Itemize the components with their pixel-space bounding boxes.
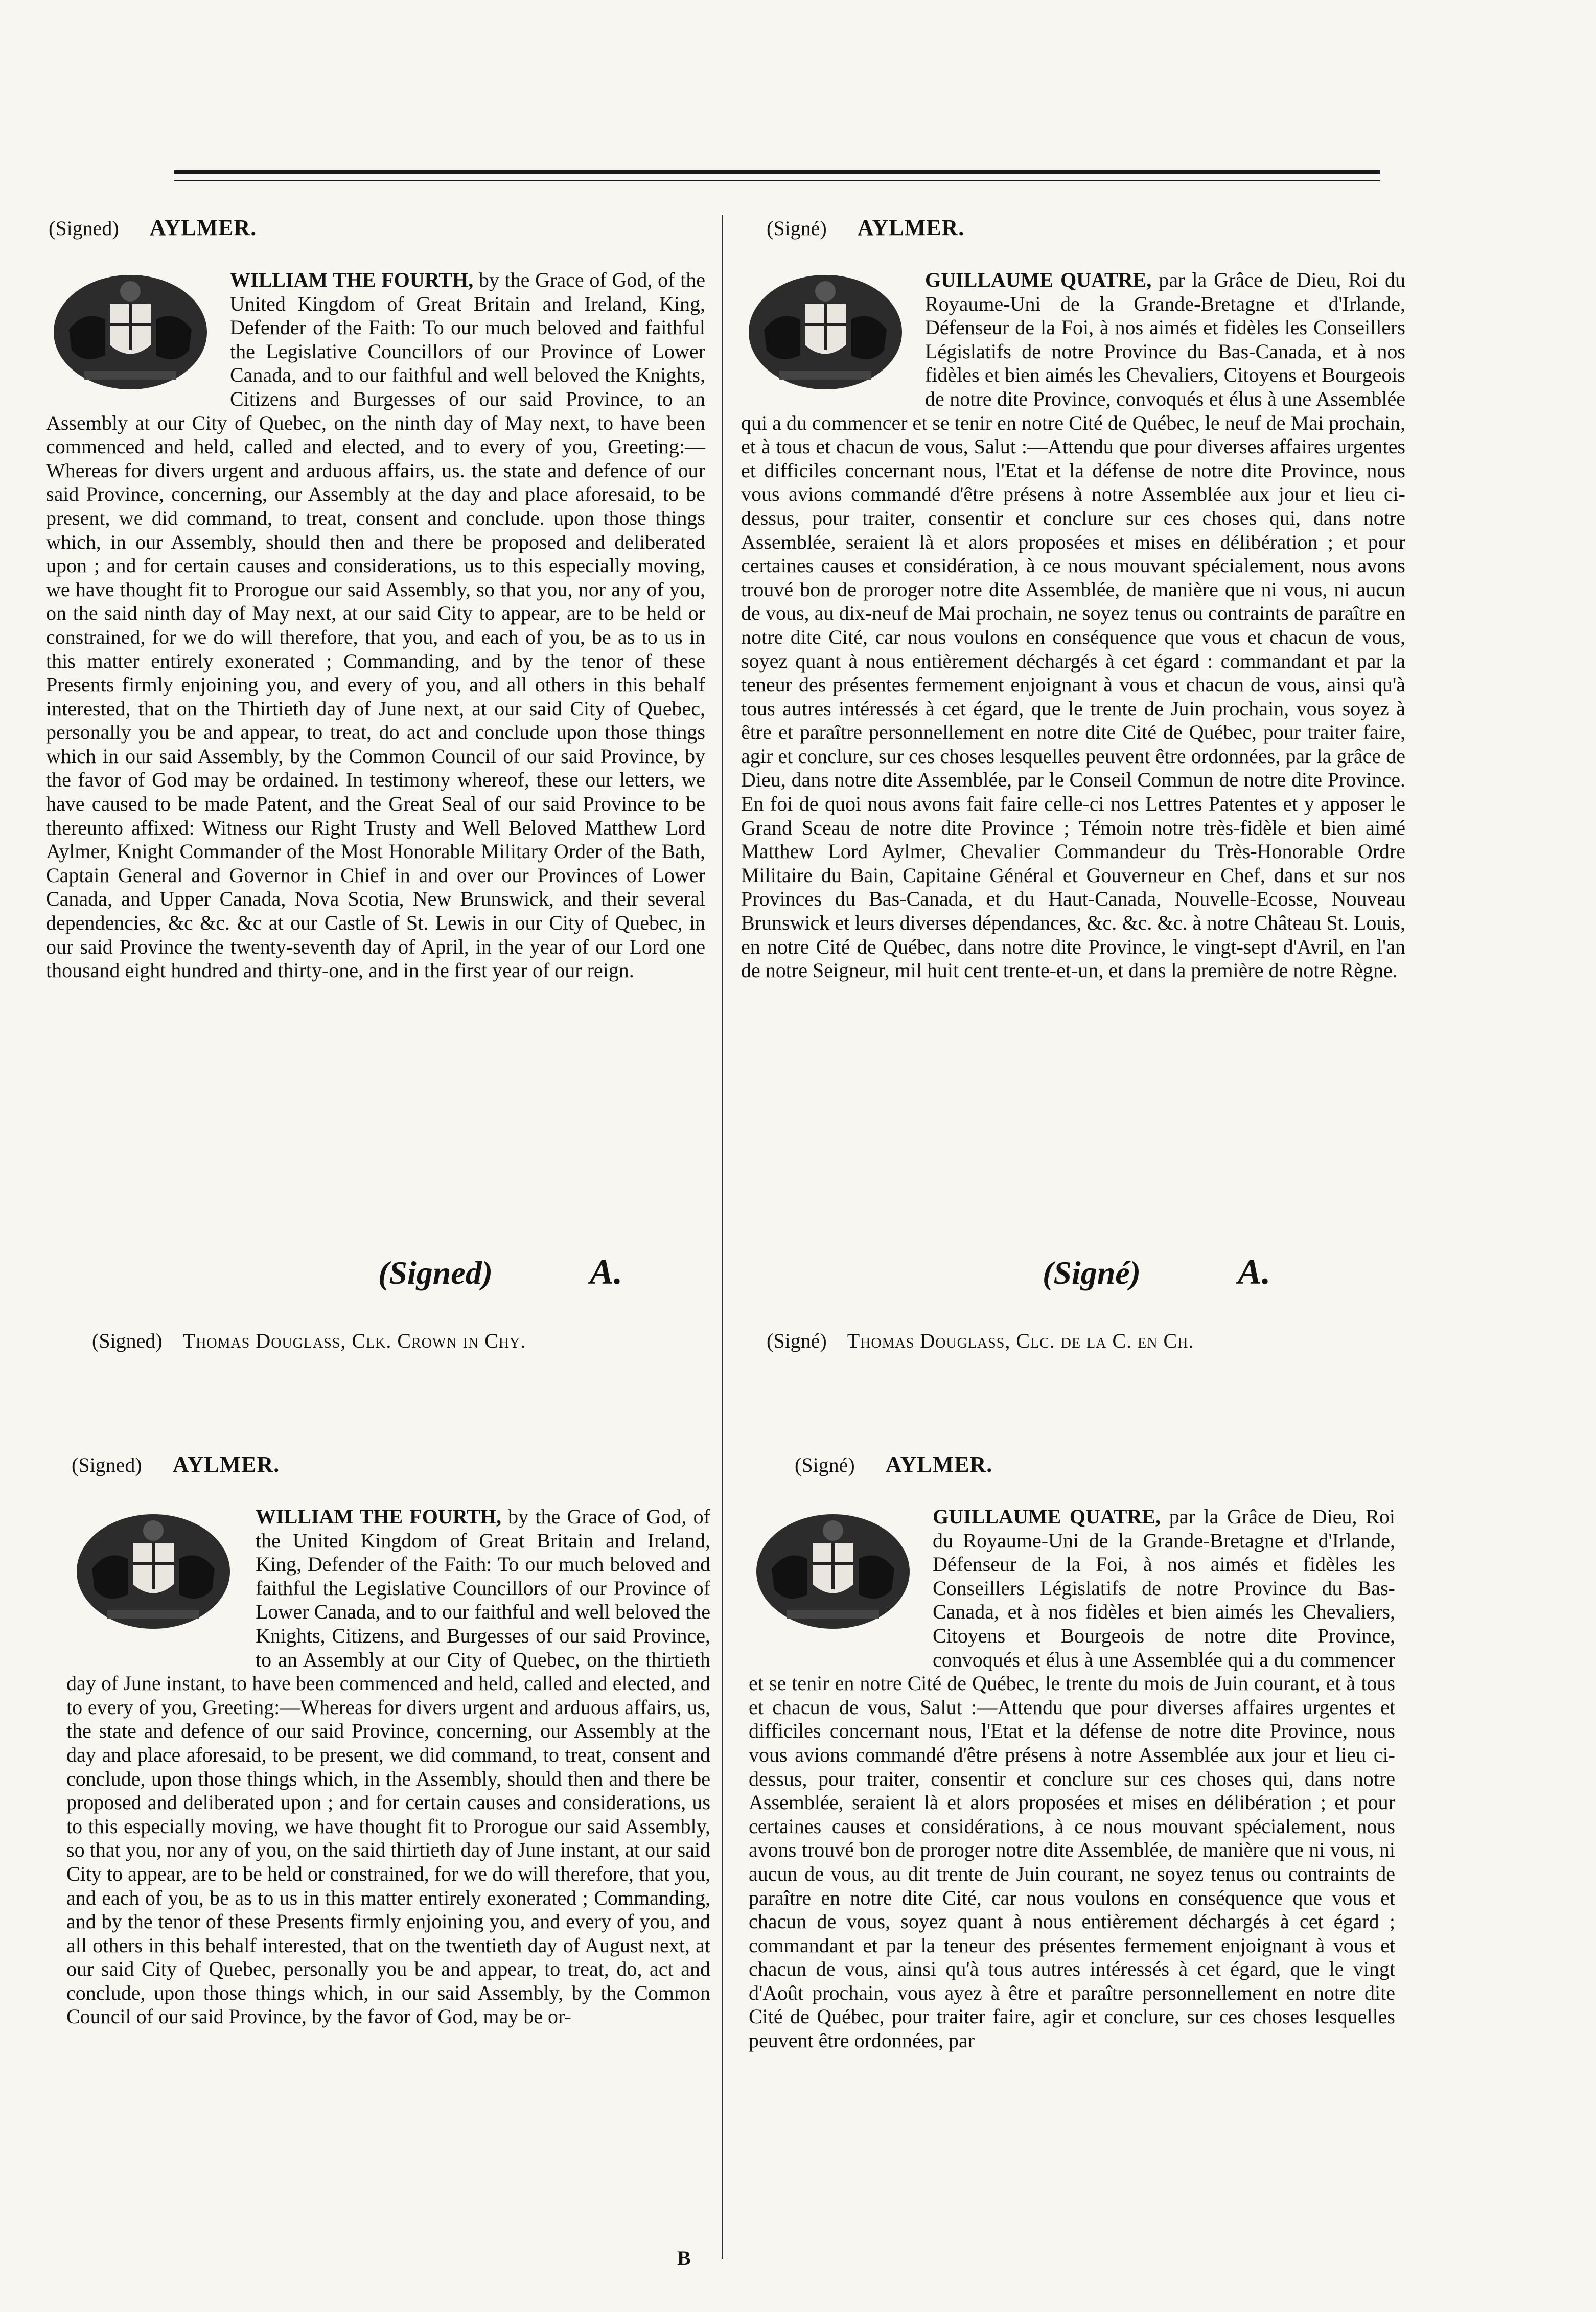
seal-signature xyxy=(378,1252,622,1293)
seal-signed-label: (Signé) xyxy=(1043,1255,1141,1291)
proclamation-text: par la Grâce de Dieu, Roi du Royaume-Uni de la Grande-Bretagne et d'Irlande, Défenseur de la Foi, à nos aimés et fidèles les Conseillers Législatifs de notre Province du Bas-Canada, et à nos fidèles et bien aimés les Chevaliers, Citoyens et Bourgeois de notre dite Province, convoqués et élus à une Assemblée qui a du commencer et se tenir en notre Cité de Québec, le neuf de Mai prochain, et à tous et chacun de vous, Salut :—Attendu que pour diverses affaires urgentes et difficiles concernant nous, l'Etat et la défense de notre dite Province, nous vous avions commandé d'être présens à notre Assemblée aux jour et lieu ci-dessus, pour traiter, consentir et conclure sur ces choses qui, dans notre Assemblée, seraient là et alors proposées et mises en délibération ; et pour certaines causes et considération, à ce nous mouvant spécialement, nous avons trouvé bon de proroger notre dite Assemblée, de manière que ni vous, ni aucun de vous, au dix-neuf de Mai prochain, ne soyez tenus ou contraints de paraître en notre dite Cité, car nous voulons en conséquence que vous et chacun de vous, soyez quant à nous entièrement déchargés à cet égard : commandant et par la teneur des présentes fermement enjoignant à vous et chacun de vous, ainsi qu'à tous autres intéressés à cet égard, que le trente de Juin prochain, vous soyez à être et paraître personnellement en notre dite Cité de Québec, pour traiter faire, agir et conclure, sur ces choses lesquelles peuvent être ordonnées, par la grâce de Dieu, dans notre dite Assemblée, par le Conseil Commun de notre dite Province. En foi de quoi nous avons fait faire celle-ci nos Lettres Patentes et y apposer le Grand Sceau de notre dite Province ; Témoin notre très-fidèle et bien aimé Matthew Lord Aylmer, Chevalier Commandeur du Très-Honorable Ordre Militaire du Bain, Capitaine Général et Gouverneur en Chef, dans et sur nos Provinces du Bas-Canada, et du Haut-Canada, Nouvelle-Ecosse, Nouveau Brunswick et leurs diverses dépendances, &c. &c. &c. à notre Château St. Louis, en notre Cité de Québec, dans notre dite Province, le vingt-sept d'Avril, en l'an de notre Seigneur, mil huit cent trente-et-un, et dans la première de notre Règne. xyxy=(741,268,1405,982)
signed-line xyxy=(767,215,964,241)
signed-label: (Signed) xyxy=(72,1453,142,1476)
clerk-signed-label: (Signed) xyxy=(92,1329,163,1352)
proclamation-text: by the Grace of God, of the United Kingdom of Great Britain and Ireland, King, Defender of the Faith: To our much beloved and faithful the Legislative Councillors of our Province of Lower Canada, and to our faithful and well beloved the Knights, Citizens, and Burgesses of our said Province, to an Assembly at our City of Quebec, on the thirtieth day of June instant, to have been commenced and held, called and elected, and to every of you, Greeting:—Whereas for divers urgent and arduous affairs, us, the state and defence of our said Province, concerning, our Assembly at the day and place aforesaid, to be present, we did command, to treat, consent and conclude, upon those things which, in the Assembly, should then and there be proposed and deliberated upon ; and for certain causes and considerations, us to this especially moving, we have thought fit to Prorogue our said Assembly, so that you, nor any of you, on the said thirtieth day of June instant, at our said City to appear, are to be held or constrained, for we do will therefore, that you, and each of you, be as to us in this matter entirely exonerated ; Commanding, and by the tenor of these Presents firmly enjoining you, and every of you, and all others in this behalf interested, that on the twentieth day of August next, at our said City of Quebec, personally you be and appear, to treat, do, act and conclude, upon those things which, in our said Assembly, by the Common Council of our said Province, by the favor of God, may be or- xyxy=(66,1505,710,2028)
top-rule-thin xyxy=(174,180,1380,181)
seal-signature xyxy=(1043,1252,1270,1293)
signed-line xyxy=(795,1451,992,1477)
proclamation-text: by the Grace of God, of the United Kingdom of Great Britain and Ireland, King, Defender of the Faith: To our much beloved and faithful the Legislative Councillors of our Province of Lower Canada, and to our faithful and well beloved the Knights, Citizens and Burgesses of our said Province, to an Assembly at our City of Quebec, on the ninth day of May next, to have been commenced and held, called and elected, and to every of you, Greeting:—Whereas for divers urgent and arduous affairs, us. the state and defence of our said Province, concerning, our Assembly at the day and place aforesaid, to be present, we did command, to treat, consent and conclude. upon those things which, in our Assembly, should then and there be proposed and deliberated upon ; and for certain causes and considerations, us to this especially moving, we have thought fit to Prorogue our said Assembly, so that you, nor any of you, on the said ninth day of May next, at our said City to appear, are to be held or constrained, for we do will therefore, that you, and each of you, be as to us in this matter entirely exonerated ; Commanding, and by the tenor of these Presents firmly enjoining you, and every of you, and all others in this behalf interested, that on the Thirtieth day of June next, at our said City of Quebec, personally you be and appear, to treat, do act and conclude upon those things which in our said Assembly, by the Common Council of our said Province, by the favor of God may be ordained. In testimony whereof, these our letters, we have caused to be made Patent, and the Great Seal of our said Province to be thereunto affixed: Witness our Right Trusty and Well Beloved Matthew Lord Aylmer, Knight Commander of the Most Honorable Military Order of the Bath, Captain General and Governor in Chief in and over our Provinces of Lower Canada, and Upper Canada, Nova Scotia, New Brunswick, and their several dependencies, &c &c. &c at our Castle of St. Lewis in our City of Quebec, in our said Province the twenty-seventh day of April, in the year of our Lord one thousand eight hundred and thirty-one, and in the first year of our reign. xyxy=(46,268,705,982)
proclamation-lead: GUILLAUME QUATRE, xyxy=(925,268,1152,291)
signer-name: AYLMER. xyxy=(172,1452,280,1477)
signed-label: (Signé) xyxy=(767,217,827,240)
signer-name: AYLMER. xyxy=(885,1452,993,1477)
page-signature-mark: B xyxy=(677,2247,691,2270)
seal-monogram: A. xyxy=(1238,1253,1271,1292)
top-rule-thick xyxy=(174,170,1380,174)
signed-line xyxy=(49,215,257,241)
proclamation-text: par la Grâce de Dieu, Roi du Royaume-Uni de la Grande-Bretagne et d'Irlande, Défenseur de la Foi, à nos aimés et fidèles les Conseillers Législatifs de notre Province du Bas-Canada, et à nos fidèles et bien aimés les Chevaliers, Citoyens et Bourgeois de notre dite Province, convoqués et élus à une Assemblée qui a du commencer et se tenir en notre Cité de Québec, le trente du mois de Juin courant, et à tous et chacun de vous, Salut :—Attendu que pour diverses affaires urgentes et difficiles concernant nous, l'Etat et la défense de notre dite Province, nous vous avions commandé d'être présens à notre Assemblée aux jour et lieu ci-dessus, pour traiter, consentir et conclure sur ces choses qui, dans notre Assemblée, seraient là et alors proposées et mises en délibération ; et pour certaines causes et considérations, à ce nous mouvant spécialement, nous avons trouvé bon de proroger notre dite Assemblée, de manière que ni vous, ni aucun de vous, au dit trente de Juin courant, ne soyez tenus ou contraints de paraître en notre dite Cité, car nous voulons en conséquence que vous et chacun de vous, soyez quant à nous entièrement déchargés à cet égard ; commandant et par la teneur des présentes fermement enjoignant à vous et chacun de vous, ainsi qu'à tous autres intéressés à cet égard, que le vingt d'Août prochain, vous ayez à être et paraître personnellement en notre dite Cité de Québec, pour traiter faire, agir et conclure, sur ces choses lesquelles peuvent être ordonnées, par xyxy=(749,1505,1395,2052)
royal-arms-icon xyxy=(49,268,212,396)
signer-name: AYLMER. xyxy=(149,215,257,240)
seal-signed-label: (Signed) xyxy=(378,1255,493,1291)
proclamation-lead: GUILLAUME QUATRE, xyxy=(933,1505,1161,1528)
clerk-name: Thomas Douglass, Clc. de la C. en Ch. xyxy=(847,1329,1194,1352)
royal-arms-icon xyxy=(744,268,907,396)
signer-name: AYLMER. xyxy=(857,215,965,240)
signed-line xyxy=(72,1451,280,1477)
signed-label: (Signé) xyxy=(795,1453,855,1476)
proclamation-lead: WILLIAM THE FOURTH, xyxy=(256,1505,501,1528)
clerk-line xyxy=(92,1329,526,1353)
clerk-line xyxy=(767,1329,1194,1353)
royal-arms-icon xyxy=(751,1508,915,1635)
signed-label: (Signed) xyxy=(49,217,119,240)
seal-monogram: A. xyxy=(590,1253,623,1292)
clerk-signed-label: (Signé) xyxy=(767,1329,827,1352)
clerk-name: Thomas Douglass, Clk. Crown in Chy. xyxy=(182,1329,526,1352)
column-divider xyxy=(722,215,723,2259)
royal-arms-icon xyxy=(72,1508,235,1635)
proclamation-lead: WILLIAM THE FOURTH, xyxy=(230,268,474,291)
